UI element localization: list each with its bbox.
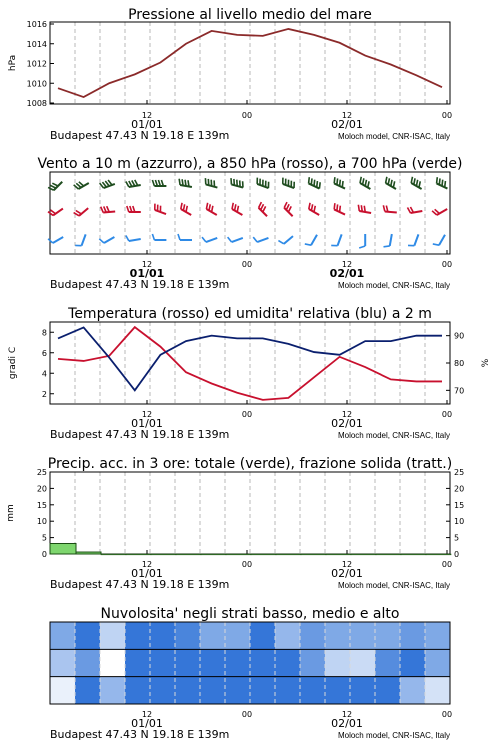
wind-barb xyxy=(155,204,166,214)
y-tick-label: 2 xyxy=(41,389,47,399)
barb-flag xyxy=(358,205,359,211)
barb-shaft xyxy=(439,235,445,245)
x-tick-label: 12 xyxy=(141,710,153,719)
cloud-cell xyxy=(375,649,400,676)
cloud-cell xyxy=(300,622,325,649)
cloud-cell xyxy=(350,677,375,704)
barb-flag xyxy=(386,177,387,183)
wind-barb xyxy=(101,206,115,212)
x-tick-label: 00 xyxy=(441,111,453,120)
barb-shaft xyxy=(338,234,342,245)
wind-barb xyxy=(259,202,267,216)
precip-bar xyxy=(401,554,426,555)
barb-flag xyxy=(359,246,365,248)
barb-shaft xyxy=(284,236,293,244)
cloud-cell xyxy=(325,649,350,676)
y-right-tick-label: 5 xyxy=(454,533,460,543)
y-right-tick-label: 0 xyxy=(454,550,460,559)
barb-shaft xyxy=(206,238,217,242)
wind-barb xyxy=(359,234,365,248)
barb-flag xyxy=(334,203,335,209)
cloud-cell xyxy=(250,677,275,704)
cloud-cell xyxy=(100,622,125,649)
panel-2 xyxy=(37,156,462,291)
barb-flag xyxy=(411,177,412,183)
wind-barb xyxy=(309,177,321,188)
x-tick-label: 00 xyxy=(241,560,253,569)
wind-barb xyxy=(100,180,115,188)
barb-shaft xyxy=(414,234,418,245)
cloud-cell xyxy=(325,622,350,649)
cloud-cell xyxy=(250,649,275,676)
y-axis-label: hPa xyxy=(8,54,18,72)
barb-flag xyxy=(48,187,54,190)
barb-shaft xyxy=(129,239,141,241)
barb-flag xyxy=(439,178,440,184)
cloud-cell xyxy=(400,677,425,704)
barb-shaft xyxy=(82,234,86,245)
barb-flag xyxy=(286,204,289,210)
wind-barb xyxy=(205,178,217,187)
barb-flag xyxy=(414,178,415,184)
barb-flag xyxy=(391,180,392,186)
cloud-cell xyxy=(325,677,350,704)
precip-bar xyxy=(101,554,126,555)
barb-flag xyxy=(416,180,417,186)
y-axis-label: mm xyxy=(6,504,16,522)
barb-flag xyxy=(314,180,315,186)
barb-flag xyxy=(288,206,291,212)
y-right-tick-label: 15 xyxy=(454,500,465,510)
precip-bar xyxy=(276,554,301,555)
barb-flag xyxy=(388,178,389,184)
y-tick-label: 1014 xyxy=(26,39,47,49)
cloud-cell xyxy=(425,622,450,649)
wind-barb xyxy=(278,236,293,244)
barb-shaft xyxy=(232,238,243,242)
cloud-cell xyxy=(175,649,200,676)
cloud-cell xyxy=(375,622,400,649)
barb-flag xyxy=(50,185,56,188)
cloud-cell xyxy=(75,677,100,704)
date-label: 02/01 xyxy=(331,118,363,131)
cloud-cell xyxy=(300,649,325,676)
barb-flag xyxy=(178,234,180,240)
y-tick-label: 15 xyxy=(36,500,47,510)
credit-label: Moloch model, CNR-ISAC, Italy xyxy=(337,281,450,290)
y-tick-label: 25 xyxy=(36,468,47,477)
cloud-cell xyxy=(400,622,425,649)
cloud-cell xyxy=(100,649,125,676)
precip-bar xyxy=(201,554,226,555)
credit-label: Moloch model, CNR-ISAC, Italy xyxy=(337,431,450,440)
location-label: Budapest 47.43 N 19.18 E 139m xyxy=(50,129,230,142)
panel-3 xyxy=(8,306,491,441)
barb-flag xyxy=(278,241,283,244)
precip-bar xyxy=(326,554,351,555)
x-tick-label: 12 xyxy=(341,560,353,569)
precip-bar xyxy=(226,554,251,555)
wind-barb xyxy=(228,237,243,242)
cloud-cell xyxy=(225,622,250,649)
cloud-cell xyxy=(150,622,175,649)
cloud-cell xyxy=(200,622,225,649)
date-label: 02/01 xyxy=(331,717,363,730)
x-tick-label: 00 xyxy=(241,260,253,269)
barb-shaft xyxy=(257,238,268,242)
cloud-cell xyxy=(150,649,175,676)
location-label: Budapest 47.43 N 19.18 E 139m xyxy=(50,278,230,291)
barb-flag xyxy=(309,177,310,183)
cloud-cell xyxy=(425,649,450,676)
barb-flag xyxy=(317,181,318,187)
barb-flag xyxy=(185,180,186,186)
barb-flag xyxy=(314,206,315,212)
wind-barb xyxy=(253,237,268,242)
barb-flag xyxy=(410,207,413,213)
precip-bar xyxy=(50,544,76,554)
panel-4 xyxy=(6,456,464,591)
wind-barb xyxy=(432,209,447,215)
barb-shaft xyxy=(390,234,392,246)
wind-barb xyxy=(384,234,392,247)
cloud-cell xyxy=(50,677,75,704)
wind-barb xyxy=(126,180,141,187)
precip-bar xyxy=(376,554,401,555)
x-tick-label: 00 xyxy=(441,410,453,419)
precip-bar xyxy=(76,552,101,554)
barb-flag xyxy=(363,178,364,184)
cloud-cell xyxy=(275,649,300,676)
x-tick-label: 12 xyxy=(141,260,153,269)
x-tick-label: 12 xyxy=(141,560,153,569)
barb-flag xyxy=(445,181,446,187)
precip-bar xyxy=(301,554,326,555)
barb-flag xyxy=(152,234,154,240)
date-label: 01/01 xyxy=(131,717,163,730)
barb-flag xyxy=(232,203,233,209)
cloud-cell xyxy=(200,677,225,704)
y-right-tick-label: 20 xyxy=(454,484,465,494)
barb-flag xyxy=(212,206,213,212)
barb-flag xyxy=(253,237,257,242)
barb-flag xyxy=(334,177,335,183)
barb-flag xyxy=(437,177,438,183)
barb-shaft xyxy=(79,208,88,216)
barb-flag xyxy=(52,183,58,186)
barb-flag xyxy=(383,205,384,211)
barb-flag xyxy=(407,207,410,213)
y-tick-label: 0 xyxy=(41,550,47,559)
wind-barb xyxy=(386,177,396,189)
wind-barb xyxy=(305,235,317,245)
location-label: Budapest 47.43 N 19.18 E 139m xyxy=(50,728,230,741)
wind-barb xyxy=(383,205,396,212)
wind-barb xyxy=(232,203,242,215)
y-right-tick-label: 80 xyxy=(454,359,465,368)
barb-flag xyxy=(364,206,365,212)
cloud-cell xyxy=(125,649,150,676)
x-tick-label: 00 xyxy=(241,410,253,419)
wind-barb xyxy=(331,234,341,245)
wind-barb xyxy=(334,177,345,188)
precip-bar xyxy=(151,554,176,555)
credit-label: Moloch model, CNR-ISAC, Italy xyxy=(337,731,450,740)
precip-bar xyxy=(351,554,376,555)
date-label: 01/01 xyxy=(131,118,163,131)
y-tick-label: 5 xyxy=(41,533,47,543)
barb-flag xyxy=(319,182,320,188)
wind-barb xyxy=(179,179,192,187)
cloud-cell xyxy=(350,622,375,649)
barb-flag xyxy=(186,206,187,212)
wind-barb xyxy=(284,202,292,216)
barb-flag xyxy=(237,206,238,212)
y-right-tick-label: 70 xyxy=(454,386,465,396)
barb-shaft xyxy=(53,237,63,243)
location-label: Budapest 47.43 N 19.18 E 139m xyxy=(50,428,230,441)
cloud-cell xyxy=(300,677,325,704)
panel-title: Vento a 10 m (azzurro), a 850 hPa (rosso), a 700 hPa (verde) xyxy=(37,156,463,172)
date-label: 01/01 xyxy=(129,267,165,280)
barb-flag xyxy=(127,206,129,212)
date-label: 02/01 xyxy=(331,417,363,430)
date-label: 01/01 xyxy=(131,417,163,430)
precip-bar xyxy=(176,554,201,555)
barb-flag xyxy=(361,205,362,211)
plot-frame xyxy=(50,22,450,104)
barb-flag xyxy=(183,204,184,210)
wind-barb xyxy=(126,235,141,241)
precip-bar xyxy=(251,554,276,555)
credit-label: Moloch model, CNR-ISAC, Italy xyxy=(337,132,450,141)
wind-barb xyxy=(99,237,114,243)
barb-flag xyxy=(206,203,207,209)
wind-barb xyxy=(202,237,217,242)
plot-frame xyxy=(50,472,450,554)
barb-flag xyxy=(340,180,341,186)
y-tick-label: 1012 xyxy=(26,59,47,69)
x-tick-label: 00 xyxy=(441,260,453,269)
y-axis-label: gradi C xyxy=(8,346,18,380)
panel-title: Pressione al livello medio del mare xyxy=(128,7,372,23)
cloud-cell xyxy=(375,677,400,704)
barb-flag xyxy=(384,246,390,247)
cloud-cell xyxy=(175,677,200,704)
plot-frame xyxy=(50,322,450,404)
wind-barb xyxy=(127,206,141,212)
barb-flag xyxy=(311,204,312,210)
cloud-cell xyxy=(75,622,100,649)
barb-flag xyxy=(433,244,439,245)
y-tick-label: 1010 xyxy=(26,79,47,89)
barb-flag xyxy=(340,206,341,212)
barb-flag xyxy=(261,204,264,210)
cloud-cell xyxy=(75,649,100,676)
wind-barb xyxy=(75,234,85,245)
cloud-cell xyxy=(125,677,150,704)
wind-barb xyxy=(437,177,448,188)
precip-bar xyxy=(126,554,151,555)
wind-barb xyxy=(360,177,370,189)
barb-flag xyxy=(179,179,180,185)
cloud-cell xyxy=(125,622,150,649)
wind-barb xyxy=(358,205,371,213)
barb-flag xyxy=(152,180,154,186)
y-tick-label: 10 xyxy=(36,517,47,527)
y-tick-label: 8 xyxy=(41,328,47,338)
cloud-cell xyxy=(275,677,300,704)
x-tick-label: 12 xyxy=(341,260,353,269)
location-label: Budapest 47.43 N 19.18 E 139m xyxy=(50,578,230,591)
barb-flag xyxy=(442,180,443,186)
barb-flag xyxy=(337,204,338,210)
wind-barb xyxy=(74,182,89,189)
y-right-axis-label: % xyxy=(481,358,491,368)
barb-flag xyxy=(342,181,343,187)
cloud-cell xyxy=(225,677,250,704)
barb-flag xyxy=(209,204,210,210)
cloud-cell xyxy=(200,649,225,676)
barb-flag xyxy=(74,213,79,216)
date-label: 01/01 xyxy=(131,567,163,580)
barb-shaft xyxy=(104,237,114,243)
wind-barb xyxy=(257,178,268,188)
wind-barb xyxy=(411,177,421,189)
y-right-tick-label: 10 xyxy=(454,517,465,527)
panel-title: Precip. acc. in 3 ore: totale (verde), frazione solida (tratt.) xyxy=(47,456,453,472)
barb-flag xyxy=(365,180,366,186)
credit-label: Moloch model, CNR-ISAC, Italy xyxy=(337,581,450,590)
wind-barb xyxy=(181,203,191,215)
barb-flag xyxy=(309,203,310,209)
wind-barb xyxy=(231,178,243,187)
wind-barb xyxy=(283,178,294,188)
barb-flag xyxy=(263,206,266,212)
y-tick-label: 4 xyxy=(41,369,47,379)
wind-barb xyxy=(74,208,89,216)
barb-shaft xyxy=(385,211,397,212)
y-tick-label: 1016 xyxy=(26,20,47,29)
x-tick-label: 00 xyxy=(441,560,453,569)
cloud-cell xyxy=(250,622,275,649)
x-tick-label: 00 xyxy=(241,710,253,719)
date-label: 02/01 xyxy=(329,267,365,280)
barb-shaft xyxy=(311,235,317,245)
cloud-cell xyxy=(100,677,125,704)
barb-flag xyxy=(305,244,311,245)
barb-flag xyxy=(337,178,338,184)
cloud-cell xyxy=(400,649,425,676)
barb-flag xyxy=(76,211,81,214)
precip-bar xyxy=(426,554,451,555)
x-tick-label: 12 xyxy=(141,111,153,120)
y-right-tick-label: 25 xyxy=(454,468,465,477)
cloud-cell xyxy=(275,622,300,649)
panel-5 xyxy=(50,606,452,741)
wind-barb xyxy=(178,234,192,240)
cloud-cell xyxy=(175,622,200,649)
barb-flag xyxy=(228,237,232,242)
cloud-cell xyxy=(225,649,250,676)
wind-barb xyxy=(309,203,319,215)
barb-flag xyxy=(368,181,369,187)
barb-flag xyxy=(101,207,104,213)
barb-flag xyxy=(126,181,129,187)
barb-flag xyxy=(259,202,262,208)
x-tick-label: 00 xyxy=(441,710,453,719)
barb-flag xyxy=(311,178,312,184)
cloud-cell xyxy=(50,622,75,649)
x-tick-label: 00 xyxy=(241,111,253,120)
panel-1 xyxy=(8,7,452,142)
wind-barb xyxy=(206,203,216,215)
barb-flag xyxy=(360,177,361,183)
barb-flag xyxy=(126,235,129,241)
wind-barb xyxy=(408,234,418,245)
barb-flag xyxy=(188,180,189,186)
wind-barb xyxy=(152,180,166,186)
barb-flag xyxy=(132,180,135,186)
cloud-cell xyxy=(50,649,75,676)
y-tick-label: 1008 xyxy=(26,99,47,108)
wind-barb xyxy=(334,203,345,214)
barb-flag xyxy=(202,237,206,242)
y-tick-label: 20 xyxy=(36,484,47,494)
cloud-cell xyxy=(150,677,175,704)
y-right-tick-label: 90 xyxy=(454,331,465,341)
barb-flag xyxy=(129,181,132,187)
barb-flag xyxy=(181,203,182,209)
barb-flag xyxy=(235,204,236,210)
cloud-cell xyxy=(350,649,375,676)
x-tick-label: 12 xyxy=(341,710,353,719)
wind-barb xyxy=(152,234,166,240)
x-tick-label: 12 xyxy=(341,111,353,120)
x-tick-label: 12 xyxy=(341,410,353,419)
x-tick-label: 12 xyxy=(141,410,153,419)
y-tick-label: 6 xyxy=(41,348,47,358)
barb-flag xyxy=(393,181,394,187)
barb-flag xyxy=(419,181,420,187)
barb-flag xyxy=(284,202,287,208)
cloud-cell xyxy=(425,677,450,704)
panel-title: Nuvolosita' negli strati basso, medio e alto xyxy=(100,606,400,622)
panel-title: Temperatura (rosso) ed umidita' relativa (blu) a 2 m xyxy=(68,306,432,322)
date-label: 02/01 xyxy=(331,567,363,580)
wind-barb xyxy=(407,207,422,213)
barb-flag xyxy=(135,180,138,186)
wind-barb xyxy=(433,235,445,245)
barb-flag xyxy=(182,179,183,185)
